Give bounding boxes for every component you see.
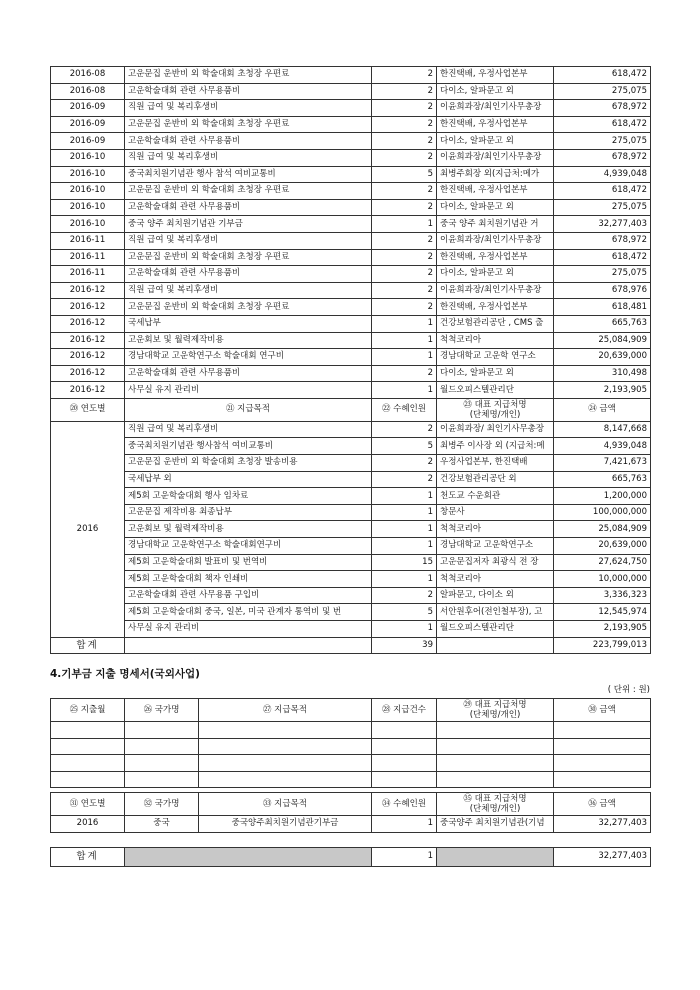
summary-payee: 천도교 수운회관 [437, 488, 554, 505]
row-month: 2016-09 [51, 100, 125, 117]
row-month: 2016-11 [51, 249, 125, 266]
foreign-header-payee-line1: ㉙ 대표 지급처명 [463, 700, 527, 710]
summary-count: 1 [372, 571, 437, 588]
fs-year: 2016 [51, 816, 125, 833]
ft-count: 1 [372, 847, 437, 866]
summary-purpose: 경남대학교 고운학연구소 학술대회연구비 [125, 538, 372, 555]
row-amount: 618,472 [554, 116, 651, 133]
header-year: ⑳ 연도별 [51, 398, 125, 421]
summary-row [51, 455, 651, 472]
summary-payee: 이윤희과장/ 최인기사무총장 [437, 421, 554, 438]
summary-count: 2 [372, 587, 437, 604]
table-row [51, 249, 651, 266]
domestic-rows [51, 67, 651, 399]
summary-row [51, 504, 651, 521]
row-purpose: 고운학술대회 관련 사무용품비 [125, 365, 372, 382]
summary-row [51, 587, 651, 604]
row-purpose: 중국 양주 최치원기념관 기부금 [125, 216, 372, 233]
fs-header-payee-line1: ㉟ 대표 지급처명 [463, 794, 527, 804]
row-purpose: 고운문집 운반비 외 학술대회 초청장 우편료 [125, 183, 372, 200]
row-count: 2 [372, 266, 437, 283]
summary-amount: 20,639,000 [554, 538, 651, 555]
row-month: 2016-10 [51, 216, 125, 233]
row-count: 2 [372, 67, 437, 84]
summary-amount: 100,000,000 [554, 504, 651, 521]
row-payee: 한진택배, 우정사업본부 [437, 116, 554, 133]
row-count: 2 [372, 149, 437, 166]
row-purpose: 고운문집 운반비 외 학술대회 초청장 우편료 [125, 67, 372, 84]
summary-amount: 27,624,750 [554, 554, 651, 571]
fs-header-payee-line2: (단체명/개인) [469, 804, 521, 814]
table-row [51, 199, 651, 216]
row-purpose: 국세납부 [125, 315, 372, 332]
table-row [51, 149, 651, 166]
table-row [51, 382, 651, 399]
table-row [51, 216, 651, 233]
row-payee: 다이소, 알파문고 외 [437, 266, 554, 283]
row-payee: 다이소, 알파문고 외 [437, 365, 554, 382]
row-payee: 건강보험관리공단 , CMS 출 [437, 315, 554, 332]
fs-count: 1 [372, 816, 437, 833]
table-row [51, 83, 651, 100]
header-payee-line2: (단체명/개인) [469, 409, 521, 420]
foreign-spacer-row [51, 832, 651, 847]
row-month: 2016-11 [51, 266, 125, 283]
ft-amount: 32,277,403 [554, 847, 651, 866]
row-amount: 32,277,403 [554, 216, 651, 233]
row-count: 2 [372, 282, 437, 299]
row-purpose: 고운문집 운반비 외 학술대회 초청장 우편료 [125, 249, 372, 266]
row-purpose: 직원 급여 및 복리후생비 [125, 232, 372, 249]
row-count: 1 [372, 315, 437, 332]
summary-row [51, 554, 651, 571]
row-purpose: 직원 급여 및 복리후생비 [125, 149, 372, 166]
foreign-header-payee-line2: (단체명/개인) [469, 710, 521, 720]
row-count: 1 [372, 332, 437, 349]
row-month: 2016-12 [51, 315, 125, 332]
fs-header-country: ㉜ 국가명 [125, 793, 199, 816]
summary-payee: 고운문집저자 최광식 전 장 [437, 554, 554, 571]
summary-purpose: 직원 급여 및 복리후생비 [125, 421, 372, 438]
row-month: 2016-10 [51, 199, 125, 216]
row-purpose: 고운학술대회 관련 사무용품비 [125, 83, 372, 100]
row-payee: 경남대학교 고운학 연구소 [437, 349, 554, 366]
summary-payee: 건강보험관리공단 외 [437, 471, 554, 488]
fs-amount: 32,277,403 [554, 816, 651, 833]
summary-payee: 알파문고, 다이소 외 [437, 587, 554, 604]
summary-row [51, 471, 651, 488]
row-payee: 다이소, 알파문고 외 [437, 133, 554, 150]
fs-purpose: 중국양주최치원기념관기부금 [199, 816, 372, 833]
row-payee: 한진택배, 우정사업본부 [437, 299, 554, 316]
summary-purpose: 중국최치원기념관 행사참석 여비교통비 [125, 438, 372, 455]
foreign-header-payee [437, 699, 554, 722]
row-purpose: 고운문집 운반비 외 학술대회 초청장 우편료 [125, 299, 372, 316]
row-payee: 중국 양주 최치원기념관 거 [437, 216, 554, 233]
summary-row [51, 438, 651, 455]
row-payee: 한진택배, 우정사업본부 [437, 183, 554, 200]
row-count: 2 [372, 365, 437, 382]
row-count: 5 [372, 166, 437, 183]
summary-amount: 3,336,323 [554, 587, 651, 604]
row-payee: 다이소, 알파문고 외 [437, 199, 554, 216]
foreign-header-row [51, 699, 651, 722]
row-purpose: 경남대학교 고운학연구소 학술대회 연구비 [125, 349, 372, 366]
fs-header-payee [437, 793, 554, 816]
foreign-summary-table [50, 792, 651, 867]
table-row [51, 365, 651, 382]
row-amount: 275,075 [554, 83, 651, 100]
fs-header-purpose: ㉝ 지급목적 [199, 793, 372, 816]
foreign-summary-header-row [51, 793, 651, 816]
row-amount: 25,084,909 [554, 332, 651, 349]
foreign-empty-row [51, 755, 651, 772]
summary-count: 1 [372, 538, 437, 555]
row-count: 2 [372, 116, 437, 133]
row-month: 2016-09 [51, 116, 125, 133]
row-amount: 678,976 [554, 282, 651, 299]
row-payee: 이윤희과장/최인기사무총장 [437, 282, 554, 299]
summary-amount: 1,200,000 [554, 488, 651, 505]
row-count: 2 [372, 133, 437, 150]
row-count: 2 [372, 299, 437, 316]
foreign-expenditure-table [50, 698, 651, 788]
row-month: 2016-12 [51, 349, 125, 366]
fs-header-count: ㉞ 수혜인원 [372, 793, 437, 816]
table-row [51, 133, 651, 150]
row-purpose: 고운회보 및 월력제작비용 [125, 332, 372, 349]
summary-payee: 서안원후어(전인철부장), 고 [437, 604, 554, 621]
summary-purpose: 사무실 유지 관리비 [125, 621, 372, 638]
summary-total-label: 합계 [51, 637, 125, 654]
summary-payee: 척척코리아 [437, 521, 554, 538]
summary-row [51, 521, 651, 538]
row-month: 2016-10 [51, 149, 125, 166]
summary-amount: 4,939,048 [554, 438, 651, 455]
ft-label: 합계 [51, 847, 125, 866]
row-month: 2016-10 [51, 183, 125, 200]
summary-row [51, 538, 651, 555]
summary-purpose: 고운문집 운반비 외 학술대회 초청장 발송비용 [125, 455, 372, 472]
summary-amount: 12,545,974 [554, 604, 651, 621]
row-amount: 678,972 [554, 149, 651, 166]
row-month: 2016-12 [51, 365, 125, 382]
row-payee: 한진택배, 우정사업본부 [437, 249, 554, 266]
row-month: 2016-10 [51, 166, 125, 183]
foreign-header-month: ㉕ 지출월 [51, 699, 125, 722]
table-row [51, 266, 651, 283]
row-payee: 월드오피스텔관리단 [437, 382, 554, 399]
header-payee [437, 398, 554, 421]
summary-payee: 우정사업본부, 한진택배 [437, 455, 554, 472]
table-row [51, 183, 651, 200]
table-row [51, 166, 651, 183]
summary-amount: 10,000,000 [554, 571, 651, 588]
summary-amount: 7,421,673 [554, 455, 651, 472]
summary-row [51, 604, 651, 621]
row-amount: 678,972 [554, 100, 651, 117]
row-count: 1 [372, 216, 437, 233]
summary-count: 5 [372, 438, 437, 455]
summary-rows [51, 421, 651, 637]
row-purpose: 고운학술대회 관련 사무용품비 [125, 133, 372, 150]
row-amount: 310,498 [554, 365, 651, 382]
row-month: 2016-11 [51, 232, 125, 249]
row-amount: 665,763 [554, 315, 651, 332]
row-month: 2016-12 [51, 299, 125, 316]
row-month: 2016-12 [51, 332, 125, 349]
row-amount: 20,639,000 [554, 349, 651, 366]
header-count: ㉒ 수혜인원 [372, 398, 437, 421]
row-count: 2 [372, 199, 437, 216]
row-amount: 4,939,048 [554, 166, 651, 183]
summary-purpose: 고운회보 및 월력제작비용 [125, 521, 372, 538]
summary-total-count: 39 [372, 637, 437, 654]
foreign-header-amount: ㉚ 금액 [554, 699, 651, 722]
row-amount: 618,472 [554, 183, 651, 200]
summary-count: 1 [372, 521, 437, 538]
summary-amount: 665,763 [554, 471, 651, 488]
table-row [51, 299, 651, 316]
summary-count: 5 [372, 604, 437, 621]
row-payee: 이윤희과장/최인기사무총장 [437, 232, 554, 249]
header-payee-line1: ㉓ 대표 지급처명 [463, 399, 527, 410]
summary-payee: 최병주 이사장 외 (지급처:메 [437, 438, 554, 455]
ft-gray-1 [125, 847, 372, 866]
row-amount: 618,481 [554, 299, 651, 316]
row-count: 1 [372, 349, 437, 366]
row-purpose: 직원 급여 및 복리후생비 [125, 100, 372, 117]
table-row [51, 349, 651, 366]
summary-purpose: 제5회 고운학술대회 중국, 일본, 미국 관계자 통역비 및 번 [125, 604, 372, 621]
summary-purpose: 제5회 고운학술대회 발표비 및 번역비 [125, 554, 372, 571]
summary-total-amount: 223,799,013 [554, 637, 651, 654]
row-purpose: 고운학술대회 관련 사무용품비 [125, 266, 372, 283]
foreign-empty-row [51, 738, 651, 755]
section4-title: 4.기부금 지출 명세서(국외사업) [50, 668, 200, 680]
row-payee: 이윤희과장/최인기사무총장 [437, 149, 554, 166]
summary-payee: 월드오피스텔관리단 [437, 621, 554, 638]
summary-count: 2 [372, 455, 437, 472]
unit-label: ( 단위 : 원) [607, 685, 650, 695]
row-purpose: 중국최치원기념관 행사 참석 여비교통비 [125, 166, 372, 183]
row-purpose: 사무실 유지 관리비 [125, 382, 372, 399]
row-count: 2 [372, 249, 437, 266]
row-count: 2 [372, 232, 437, 249]
row-month: 2016-09 [51, 133, 125, 150]
fs-header-amount: ㊱ 금액 [554, 793, 651, 816]
row-amount: 678,972 [554, 232, 651, 249]
table-row [51, 282, 651, 299]
row-amount: 618,472 [554, 67, 651, 84]
table-row [51, 315, 651, 332]
summary-count: 2 [372, 471, 437, 488]
summary-row [51, 621, 651, 638]
fs-payee: 중국양주 최치원기념관(기념 [437, 816, 554, 833]
foreign-header-count: ㉘ 지급건수 [372, 699, 437, 722]
summary-amount: 25,084,909 [554, 521, 651, 538]
summary-purpose: 고운학술대회 관련 사무용품 구입비 [125, 587, 372, 604]
summary-count: 2 [372, 421, 437, 438]
foreign-header-country: ㉖ 국가명 [125, 699, 199, 722]
summary-row [51, 571, 651, 588]
summary-purpose: 고운문집 제작비용 최종납부 [125, 504, 372, 521]
foreign-empty-row [51, 771, 651, 788]
summary-row [51, 421, 651, 438]
summary-payee: 척척코리아 [437, 571, 554, 588]
row-count: 1 [372, 382, 437, 399]
summary-purpose: 제5회 고운학술대회 행사 임차료 [125, 488, 372, 505]
table-row [51, 100, 651, 117]
row-purpose: 고운학술대회 관련 사무용품비 [125, 199, 372, 216]
summary-amount: 8,147,668 [554, 421, 651, 438]
summary-purpose: 국세납부 외 [125, 471, 372, 488]
summary-header-row [51, 398, 651, 421]
row-payee: 다이소, 알파문고 외 [437, 83, 554, 100]
row-payee: 척척코리아 [437, 332, 554, 349]
summary-total-blank2 [437, 637, 554, 654]
row-amount: 2,193,905 [554, 382, 651, 399]
domestic-expenditure-table [50, 66, 651, 654]
row-payee: 최병주회장 외(지급처:메가 [437, 166, 554, 183]
summary-purpose: 제5회 고운학술대회 책자 인쇄비 [125, 571, 372, 588]
ft-gray-2 [437, 847, 554, 866]
summary-total-blank [125, 637, 372, 654]
row-purpose: 고운문집 운반비 외 학술대회 초청장 우편료 [125, 116, 372, 133]
row-amount: 275,075 [554, 133, 651, 150]
row-month: 2016-12 [51, 382, 125, 399]
summary-payee: 창문사 [437, 504, 554, 521]
summary-year: 2016 [51, 421, 125, 637]
row-amount: 618,472 [554, 249, 651, 266]
row-amount: 275,075 [554, 199, 651, 216]
foreign-summary-row [51, 816, 651, 833]
summary-row [51, 488, 651, 505]
foreign-header-purpose: ㉗ 지급목적 [199, 699, 372, 722]
row-month: 2016-08 [51, 67, 125, 84]
row-payee: 한진택배, 우정사업본부 [437, 67, 554, 84]
row-count: 2 [372, 83, 437, 100]
summary-payee: 경남대학교 고운학연구소 [437, 538, 554, 555]
table-row [51, 67, 651, 84]
summary-count: 15 [372, 554, 437, 571]
row-month: 2016-08 [51, 83, 125, 100]
table-row [51, 232, 651, 249]
summary-total-row [51, 637, 651, 654]
row-amount: 275,075 [554, 266, 651, 283]
header-purpose: ㉑ 지급목적 [125, 398, 372, 421]
summary-count: 1 [372, 488, 437, 505]
foreign-total-row [51, 847, 651, 866]
fs-header-year: ㉛ 연도별 [51, 793, 125, 816]
table-row [51, 116, 651, 133]
row-month: 2016-12 [51, 282, 125, 299]
summary-count: 1 [372, 504, 437, 521]
header-amount: ㉔ 금액 [554, 398, 651, 421]
row-count: 2 [372, 100, 437, 117]
summary-count: 1 [372, 621, 437, 638]
summary-amount: 2,193,905 [554, 621, 651, 638]
row-count: 2 [372, 183, 437, 200]
foreign-empty-row [51, 722, 651, 739]
table-row [51, 332, 651, 349]
fs-country: 중국 [125, 816, 199, 833]
row-purpose: 직원 급여 및 복리후생비 [125, 282, 372, 299]
row-payee: 이윤희과장/최인기사무총장 [437, 100, 554, 117]
